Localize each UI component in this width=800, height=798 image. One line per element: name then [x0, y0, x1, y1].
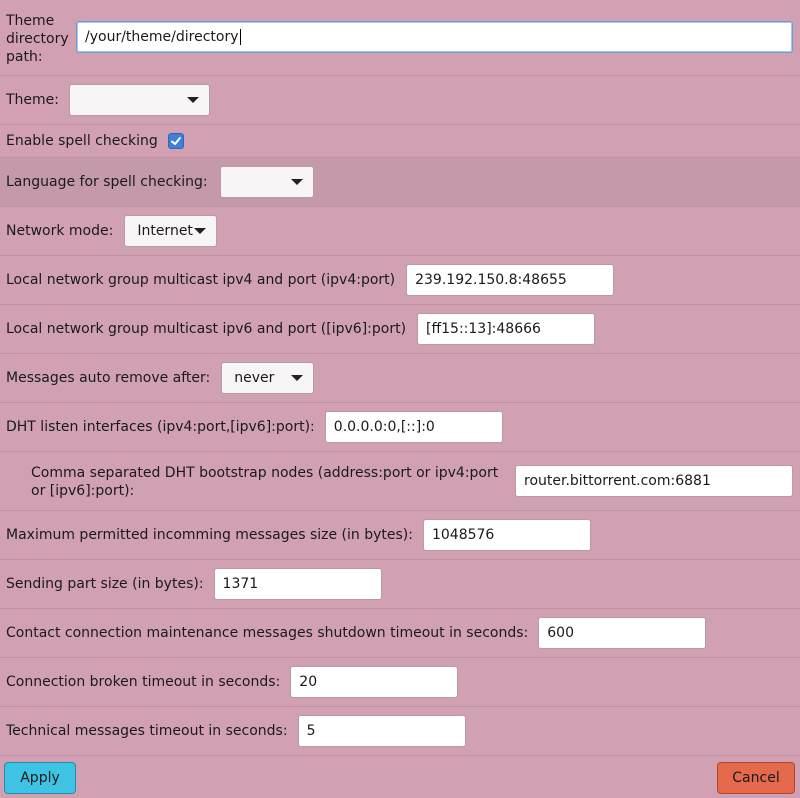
checkmark-icon	[170, 135, 182, 147]
part-size-label: Sending part size (in bytes):	[6, 576, 204, 592]
spell-check-label: Enable spell checking	[6, 133, 158, 149]
chevron-down-icon	[187, 97, 199, 103]
dht-listen-row	[0, 403, 800, 452]
auto-remove-label: Messages auto remove after:	[6, 370, 211, 386]
spell-language-select[interactable]	[220, 166, 314, 198]
max-message-size-row	[0, 511, 800, 560]
dht-bootstrap-input[interactable]: router.bittorrent.com:6881	[515, 465, 793, 497]
maintenance-timeout-input[interactable]: 600	[538, 617, 706, 649]
chevron-down-icon	[291, 179, 303, 185]
network-mode-value: Internet	[137, 223, 193, 239]
spell-language-label: Language for spell checking:	[6, 174, 208, 190]
multicast-ipv4-row	[0, 256, 800, 305]
technical-timeout-label: Technical messages timeout in seconds:	[6, 723, 288, 739]
part-size-input[interactable]: 1371	[214, 568, 382, 600]
broken-timeout-input[interactable]: 20	[290, 666, 458, 698]
network-mode-select[interactable]	[124, 215, 217, 247]
theme-row	[0, 76, 800, 125]
technical-timeout-input[interactable]: 5	[298, 715, 466, 747]
spell-language-row	[0, 158, 800, 207]
multicast-ipv6-input[interactable]: [ff15::13]:48666	[417, 313, 595, 345]
spell-check-row	[0, 125, 800, 158]
broken-timeout-label: Connection broken timeout in seconds:	[6, 674, 281, 690]
dht-listen-label: DHT listen interfaces (ipv4:port,[ipv6]:port):	[6, 419, 315, 435]
apply-button[interactable]: Apply	[4, 762, 76, 794]
cancel-button[interactable]: Cancel	[717, 762, 795, 794]
spell-check-checkbox[interactable]	[168, 133, 184, 149]
theme-directory-input[interactable]: /your/theme/directory	[76, 21, 793, 53]
chevron-down-icon	[194, 228, 206, 234]
multicast-ipv6-label: Local network group multicast ipv6 and port ([ipv6]:port)	[6, 321, 407, 337]
network-mode-label: Network mode:	[6, 223, 114, 239]
network-mode-row	[0, 207, 800, 256]
dht-bootstrap-row	[0, 452, 800, 511]
dht-listen-input[interactable]: 0.0.0.0:0,[::]:0	[325, 411, 503, 443]
max-message-size-input[interactable]: 1048576	[423, 519, 591, 551]
theme-label: Theme:	[6, 92, 60, 108]
dht-bootstrap-label: Comma separated DHT bootstrap nodes (address:port or ipv4:port or [ipv6]:port):	[31, 465, 499, 499]
maintenance-timeout-label: Contact connection maintenance messages shutdown timeout in seconds:	[6, 625, 529, 641]
theme-select[interactable]	[69, 84, 210, 116]
multicast-ipv6-row	[0, 305, 800, 354]
theme-directory-label: Theme directory path:	[6, 13, 69, 65]
auto-remove-row	[0, 354, 800, 403]
broken-timeout-row	[0, 658, 800, 707]
auto-remove-select[interactable]	[221, 362, 314, 394]
chevron-down-icon	[291, 375, 303, 381]
technical-timeout-row	[0, 707, 800, 756]
theme-directory-row	[0, 0, 800, 76]
multicast-ipv4-input[interactable]: 239.192.150.8:48655	[406, 264, 614, 296]
part-size-row	[0, 560, 800, 609]
text-cursor	[240, 29, 241, 45]
multicast-ipv4-label: Local network group multicast ipv4 and port (ipv4:port)	[6, 272, 396, 288]
maintenance-timeout-row	[0, 609, 800, 658]
auto-remove-value: never	[234, 370, 275, 386]
max-message-size-label: Maximum permitted incomming messages size (in bytes):	[6, 527, 413, 543]
